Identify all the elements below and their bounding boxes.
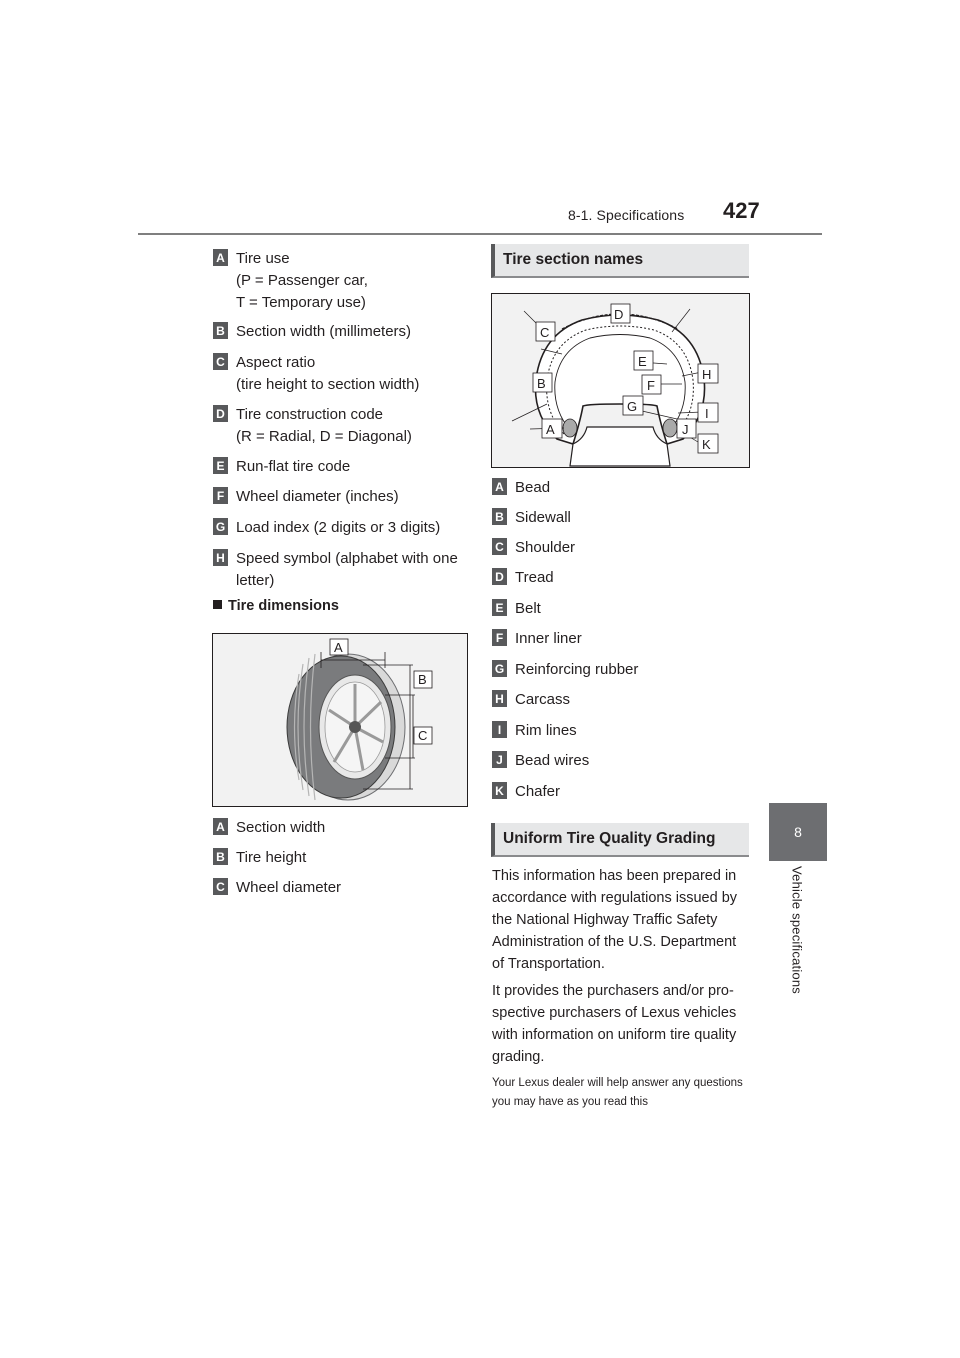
header-rule	[138, 233, 822, 235]
tire-dimensions-figure	[212, 633, 468, 807]
item-badge: B	[213, 322, 228, 339]
figure-label: K	[702, 437, 711, 452]
item-text: Bead wires	[515, 752, 590, 769]
figure-label: G	[627, 399, 638, 414]
utqg-heading: Uniform Tire Quality Grading	[491, 823, 749, 857]
item-text: Tread	[515, 569, 554, 586]
list-item	[492, 689, 570, 711]
tire-section-figure	[491, 293, 750, 468]
item-text: Bead	[515, 479, 551, 496]
header-section-title: 8-1. Specifications	[568, 207, 685, 223]
item-text: (P = Passenger car,	[236, 272, 368, 289]
item-text: Chafer	[515, 783, 561, 800]
chapter-number: 8	[794, 824, 802, 840]
item-badge: B	[492, 508, 507, 525]
item-text: T = Temporary use)	[236, 294, 366, 311]
list-item	[492, 659, 638, 681]
list-item	[492, 477, 550, 499]
figure-label: C	[418, 728, 428, 743]
item-badge: C	[492, 538, 507, 555]
list-item	[492, 567, 554, 589]
chapter-tab[interactable]	[769, 803, 827, 861]
tire-dimensions-heading	[213, 598, 339, 614]
item-text: Reinforcing rubber	[515, 661, 639, 678]
item-text: Wheel diameter (inches)	[236, 488, 399, 505]
list-item	[213, 548, 458, 592]
item-text: Rim lines	[515, 722, 577, 739]
list-item	[213, 486, 399, 508]
item-badge: E	[492, 599, 507, 616]
item-text: (tire height to section width)	[236, 376, 420, 393]
list-item	[213, 352, 419, 396]
chapter-label-text: Vehicle specifications	[789, 866, 805, 994]
utqg-paragraph: It provides the purchasers and/or pro-spective purchasers of Lexus vehicles with information on uniform tire quality grading.	[492, 983, 737, 1065]
item-badge: A	[492, 478, 507, 495]
item-text: Inner liner	[515, 630, 582, 647]
item-badge: A	[213, 818, 228, 835]
utqg-paragraph: This information has been prepared in accordance with regulations issued by the National Highway Traffic Safety Administration of the U.S. Department of Transportation.	[492, 868, 738, 972]
item-badge: B	[213, 848, 228, 865]
page-number: 427	[723, 198, 760, 223]
list-item	[213, 456, 350, 478]
item-badge: G	[492, 660, 507, 677]
list-item	[492, 537, 575, 559]
tire-dimensions-heading-text: Tire dimensions	[228, 598, 339, 614]
figure-label: E	[638, 354, 647, 369]
item-text: (R = Radial, D = Diagonal)	[236, 428, 412, 445]
square-bullet-icon	[213, 600, 222, 609]
item-text: Run-flat tire code	[236, 458, 351, 475]
item-badge: G	[213, 518, 228, 535]
item-text: Speed symbol (alphabet with one	[236, 550, 458, 567]
list-item	[213, 517, 440, 539]
list-item	[213, 817, 325, 839]
figure-label: F	[647, 378, 655, 393]
list-item	[213, 248, 368, 314]
list-item	[213, 404, 412, 448]
figure-label: H	[702, 367, 712, 382]
utqg-note: Your Lexus dealer will help answer any questions you may have as you read this	[492, 1077, 743, 1108]
item-badge: C	[213, 878, 228, 895]
item-text: Wheel diameter	[236, 879, 342, 896]
item-text: Belt	[515, 600, 541, 617]
item-badge: E	[213, 457, 228, 474]
list-item	[492, 507, 571, 529]
item-badge: D	[492, 568, 507, 585]
item-text: letter)	[236, 572, 275, 589]
list-item	[492, 720, 577, 742]
item-badge: F	[213, 487, 228, 504]
figure-label: D	[614, 307, 624, 322]
item-badge: I	[492, 721, 507, 738]
item-badge: A	[213, 249, 228, 266]
figure-label: I	[705, 406, 709, 421]
item-text: Tire use	[236, 250, 290, 267]
list-item	[213, 321, 411, 343]
tire-dimensions-illustration	[213, 634, 467, 806]
tire-cross-section-illustration	[492, 294, 749, 467]
item-text: Shoulder	[515, 539, 576, 556]
item-text: Sidewall	[515, 509, 571, 526]
list-item	[213, 877, 341, 899]
item-badge: H	[213, 549, 228, 566]
list-item	[492, 781, 560, 803]
list-item	[492, 750, 589, 772]
item-badge: J	[492, 751, 507, 768]
item-badge: H	[492, 690, 507, 707]
figure-label: A	[546, 422, 555, 437]
list-item	[492, 628, 582, 650]
list-item	[492, 598, 541, 620]
list-item	[213, 847, 306, 869]
figure-label: C	[540, 325, 550, 340]
item-badge: D	[213, 405, 228, 422]
item-text: Load index (2 digits or 3 digits)	[236, 519, 441, 536]
figure-label: B	[537, 376, 546, 391]
tire-section-names-heading: Tire section names	[491, 244, 749, 278]
item-text: Section width	[236, 819, 326, 836]
item-text: Tire construction code	[236, 406, 384, 423]
item-text: Section width (millimeters)	[236, 323, 412, 340]
item-badge: C	[213, 353, 228, 370]
item-text: Tire height	[236, 849, 307, 866]
figure-label: A	[334, 640, 343, 655]
item-text: Carcass	[515, 691, 571, 708]
item-text: Aspect ratio	[236, 354, 316, 371]
figure-label: B	[418, 672, 427, 687]
figure-label: J	[682, 422, 689, 437]
item-badge: F	[492, 629, 507, 646]
item-badge: K	[492, 782, 507, 799]
